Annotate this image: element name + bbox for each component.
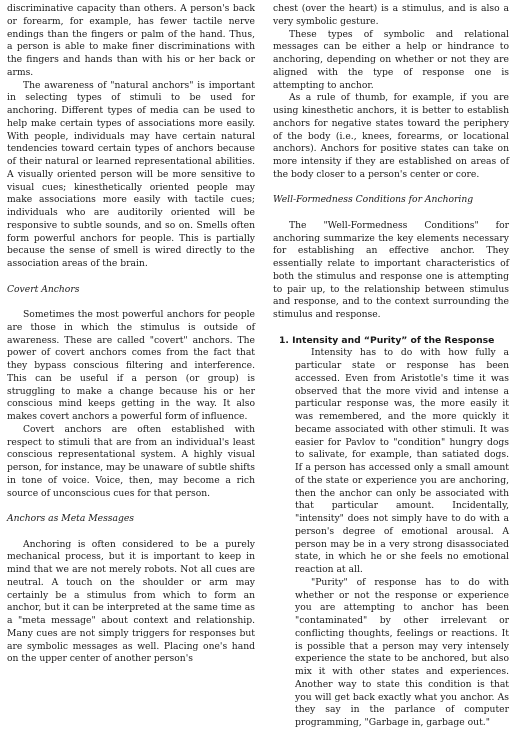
list-title: Intensity and “Purity” of the Response [292, 334, 495, 346]
paragraph: The "Well-Formedness Conditions" for anchoring summarize the key elements necessary for establishing an effective anchor. They essentially relate to important characteristics of both the stimulus and response one is attempting to pair up, to the relationship between stimulus and response, and to the context surrounding the stimulus and response. [273, 219, 509, 320]
paragraph: chest (over the heart) is a stimulus, and is also a very symbolic gesture. [273, 3, 509, 27]
paragraph: These types of symbolic and relational messages can be either a help or hindrance to anchoring, depending on whether or not they are aligned with the type of response one is attempting to anchor. [273, 28, 509, 91]
paragraph: Covert anchors are often established with respect to stimuli that are from an individual's least conscious representational system. A highly visual person, for instance, may be unaware of subtle shifts in tone of voice. Voice, then, may become a rich source of unconscious cues for that person. [7, 423, 255, 499]
right-column [273, 3, 509, 730]
paragraph: As a rule of thumb, for example, if you are using kinesthetic anchors, it is better to establish anchors for negative states toward the periphery of the body (i.e., knees, forearms, or locational anchors). Anchors for positive states can take on more intensity if they are established on areas of the body closer to a person's center or core. [273, 92, 509, 180]
paragraph: Intensity has to do with how fully a particular state or response has been accessed. Even from Aristotle's time it was observed that the more vivid and intense a particular response was, the more easily it was remembered, and the more quickly it became associated with other stimuli. It was easier for Pavlov to "condition" hungry dogs to salivate, for example, than satiated dogs. If a person has accessed only a small amount of the state or experience you are anchoring, then the anchor can only be associated with that particular amount. Incidentally, "intensity" does not simply have to do with a person's degree of emotional arousal. A person may be in a very strong disassociated state, in which he or she feels no emotional reaction at all. [295, 347, 509, 575]
left-column [7, 3, 255, 666]
paragraph: The awareness of "natural anchors" is important in selecting types of stimuli to be used for anchoring. Different types of media can be used to help make certain types of associations more easily. With people, individuals may have certain natural tendencies toward certain types of anchors because of their natural or learned representational abilities. A visually oriented person will be more sensitive to visual cues; kinesthetically oriented people may make associations more easily with tactile cues; individuals who are auditorily oriented will be responsive to subtle sounds, and so on. Smells often form powerful anchors for people. This is partially because the sense of smell is wired directly to the association areas of the brain. [7, 79, 255, 269]
paragraph: "Purity" of response has to do with whether or not the response or experience you are attempting to anchor has been "contaminated" by other irrelevant or conflicting thoughts, feelings or reactions. It is possible that a person may very intensely experience the state to be anchored, but also mix it with other states and experiences. Another way to state this condition is that you will get back exactly what you anchor. As they say in the parlance of computer programming, "Garbage in, garbage out." [295, 576, 509, 728]
numbered-heading-intensity [273, 335, 509, 348]
paragraph: Anchoring is often considered to be a purely mechanical process, but it is important to keep in mind that we are not merely robots. Not all cues are neutral. A touch on the shoulder or arm may certainly be a stimulus from which to form an anchor, but it can be interpreted at the same time as a "meta message" about context and relationship. Many cues are not simply triggers for responses but are symbolic messages as well. Placing one's hand on the upper center of another person's [7, 538, 255, 665]
paragraph: Sometimes the most powerful anchors for people are those in which the stimulus is outside of awareness. These are called "covert" anchors. The power of covert anchors comes from the fact that they bypass conscious filtering and interference. This can be useful if a person (or group) is struggling to make a change because his or her conscious mind keeps getting in the way. It also makes covert anchors a powerful form of influence. [7, 309, 255, 422]
section-heading-well-formedness: Well-Formedness Conditions for Anchoring [273, 194, 474, 206]
list-number: 1. [279, 334, 289, 346]
section-heading-covert-anchors: Covert Anchors [7, 283, 80, 295]
list-item-body [295, 347, 509, 730]
paragraph: discriminative capacity than others. A person's back or forearm, for example, has fewer tactile nerve endings than the fingers or palm of the hand. Thus, a person is able to make finer discriminations with the fingers and hands than with his or her back or arms. [7, 3, 255, 78]
section-heading-meta-messages: Anchors as Meta Messages [7, 513, 135, 524]
